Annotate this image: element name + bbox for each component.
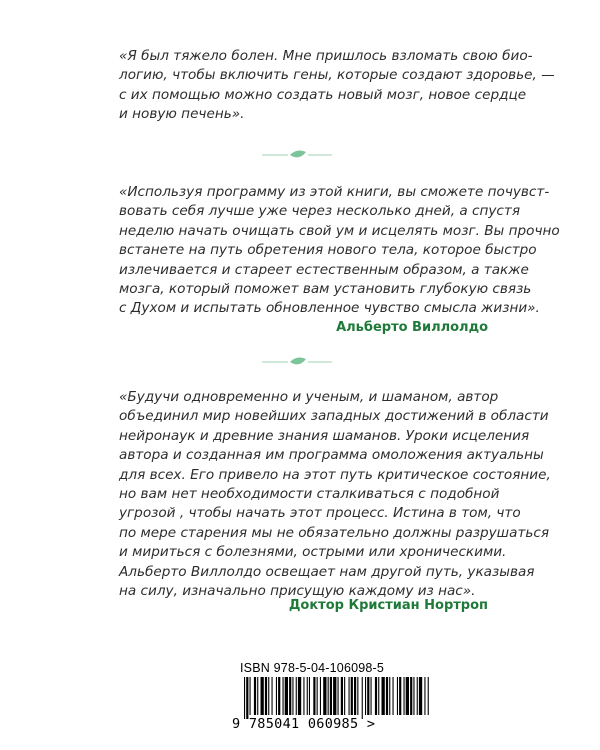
- barcode-icon: [232, 677, 432, 719]
- barcode-bar: [272, 677, 273, 715]
- quote-2-line: с Духом и испытать обновленное чувство смысла жизни».: [119, 300, 540, 317]
- quote-3-line: автора и созданная им программа омоложения актуальны: [119, 447, 544, 464]
- quote-3-author: Доктор Кристиан Нортроп: [288, 598, 488, 613]
- barcode-bar: [330, 677, 332, 715]
- barcode-bar: [382, 677, 385, 715]
- barcode-bar: [367, 677, 369, 715]
- barcode-bar: [303, 677, 304, 715]
- barcode-bar: [257, 677, 258, 715]
- barcode-bar: [399, 677, 401, 715]
- barcode-bar: [419, 677, 422, 715]
- barcode-bar: [338, 677, 339, 715]
- quote-3-line: по мере старения мы не обязательно должны разрушаться: [119, 524, 550, 541]
- quote-1: [119, 47, 555, 125]
- quote-3-line: «Будучи одновременно и ученым, и шаманом, автор: [119, 389, 499, 405]
- quote-3: [119, 388, 551, 601]
- barcode-bar: [351, 677, 353, 715]
- barcode-bar: [283, 677, 284, 715]
- quote-2-line: неделю начать очищать свой ум и исцелять мозг. Вы прочно: [119, 222, 560, 239]
- barcode-bar: [424, 677, 425, 715]
- barcode-bar: [285, 677, 288, 715]
- quote-2-line: встанете на путь обретения нового тела, которое быстро: [119, 242, 537, 259]
- isbn-barcode-block: [232, 661, 458, 741]
- barcode-bar: [320, 677, 321, 715]
- barcode-bar: [268, 677, 269, 715]
- barcode-bar: [344, 677, 345, 715]
- leaf-icon: [290, 151, 306, 158]
- quote-1-line: логию, чтобы включить гены, которые создают здоровье, —: [119, 67, 555, 84]
- barcode-bar: [413, 677, 414, 715]
- barcode-bar: [254, 677, 256, 715]
- barcode-bar: [393, 677, 394, 715]
- quote-3-line: Альберто Виллолдо освещает нам другой путь, указывая: [119, 563, 535, 580]
- quote-1-line: с их помощью можно создать новый мозг, новое сердце: [119, 86, 527, 103]
- quote-3-line: для всех. Его привело на этот путь критическое состояние,: [119, 466, 551, 483]
- quote-3-line: объединил мир новейших западных достижений в области: [119, 408, 549, 425]
- barcode-bar: [378, 677, 379, 715]
- barcode-bar: [278, 677, 280, 715]
- barcode-bar: [276, 677, 277, 715]
- barcode-bar: [244, 677, 245, 719]
- barcode-bar: [292, 677, 293, 715]
- barcode-bar: [417, 677, 418, 715]
- quote-2-line: вовать себя лучше уже через несколько дней, а спустя: [119, 203, 520, 220]
- barcode-bar: [375, 677, 377, 715]
- quote-1-line: «Я был тяжело болен. Мне пришлось взломать свою био-: [119, 48, 533, 64]
- quote-3-line: но вам нет необходимости сталкиваться с подобной: [119, 486, 500, 503]
- barcode-bar: [386, 677, 388, 715]
- barcode-bar: [317, 677, 318, 715]
- barcode-bar: [371, 677, 372, 715]
- barcode-bar: [246, 677, 248, 719]
- barcode-bar: [309, 677, 310, 715]
- leaf-divider-2: [262, 355, 332, 369]
- barcode-bar: [428, 677, 429, 715]
- quote-2-author: Альберто Виллолдо: [336, 320, 488, 335]
- quote-3-line: угрозой , чтобы начать этот процесс. Истина в том, что: [119, 505, 521, 522]
- leaf-icon: [290, 358, 306, 365]
- barcode-bar: [296, 677, 297, 715]
- quote-1-line: и новую печень».: [119, 106, 245, 123]
- barcode-digits: 9 785041 060985 >: [232, 716, 376, 732]
- barcode-bar: [289, 677, 291, 715]
- barcode-bar: [362, 677, 363, 719]
- leaf-divider-1: [262, 148, 332, 162]
- barcode-bar: [265, 677, 267, 715]
- barcode-bar: [333, 677, 336, 715]
- quote-3-line: на силу, изначально присущую каждому из нас».: [119, 583, 476, 600]
- barcode-bar: [328, 677, 329, 715]
- quote-2-line: «Используя программу из этой книги, вы сможете почувст-: [119, 184, 550, 200]
- barcode-bar: [313, 677, 315, 715]
- barcode-bar: [410, 677, 412, 715]
- barcode-bar: [354, 677, 356, 715]
- barcode-bar: [357, 677, 358, 715]
- barcode-bar: [250, 677, 251, 715]
- quote-2-line: излечивается и стареет естественным образом, а также: [119, 261, 529, 278]
- barcode-bar: [404, 677, 405, 715]
- quote-3-line: и мириться с болезнями, острыми или хроническими.: [119, 544, 507, 561]
- quote-3-line: нейронаук и древние знания шаманов. Уроки исцеления: [119, 427, 530, 444]
- isbn-label: ISBN 978-5-04-106098-5: [240, 661, 385, 675]
- barcode-bar: [349, 677, 350, 715]
- barcode-bar: [406, 677, 409, 715]
- barcode-bar: [307, 677, 308, 715]
- barcode-bar: [397, 677, 398, 715]
- barcode-bar: [323, 677, 326, 715]
- barcode-bar: [298, 677, 301, 715]
- barcode-bar: [341, 677, 343, 715]
- barcode-bar: [365, 677, 366, 715]
- barcode-bar: [261, 677, 264, 715]
- barcode-bar: [389, 677, 390, 715]
- quote-2-line: мозга, который поможет вам установить глубокую связь: [119, 281, 532, 298]
- quote-2: [119, 183, 560, 319]
